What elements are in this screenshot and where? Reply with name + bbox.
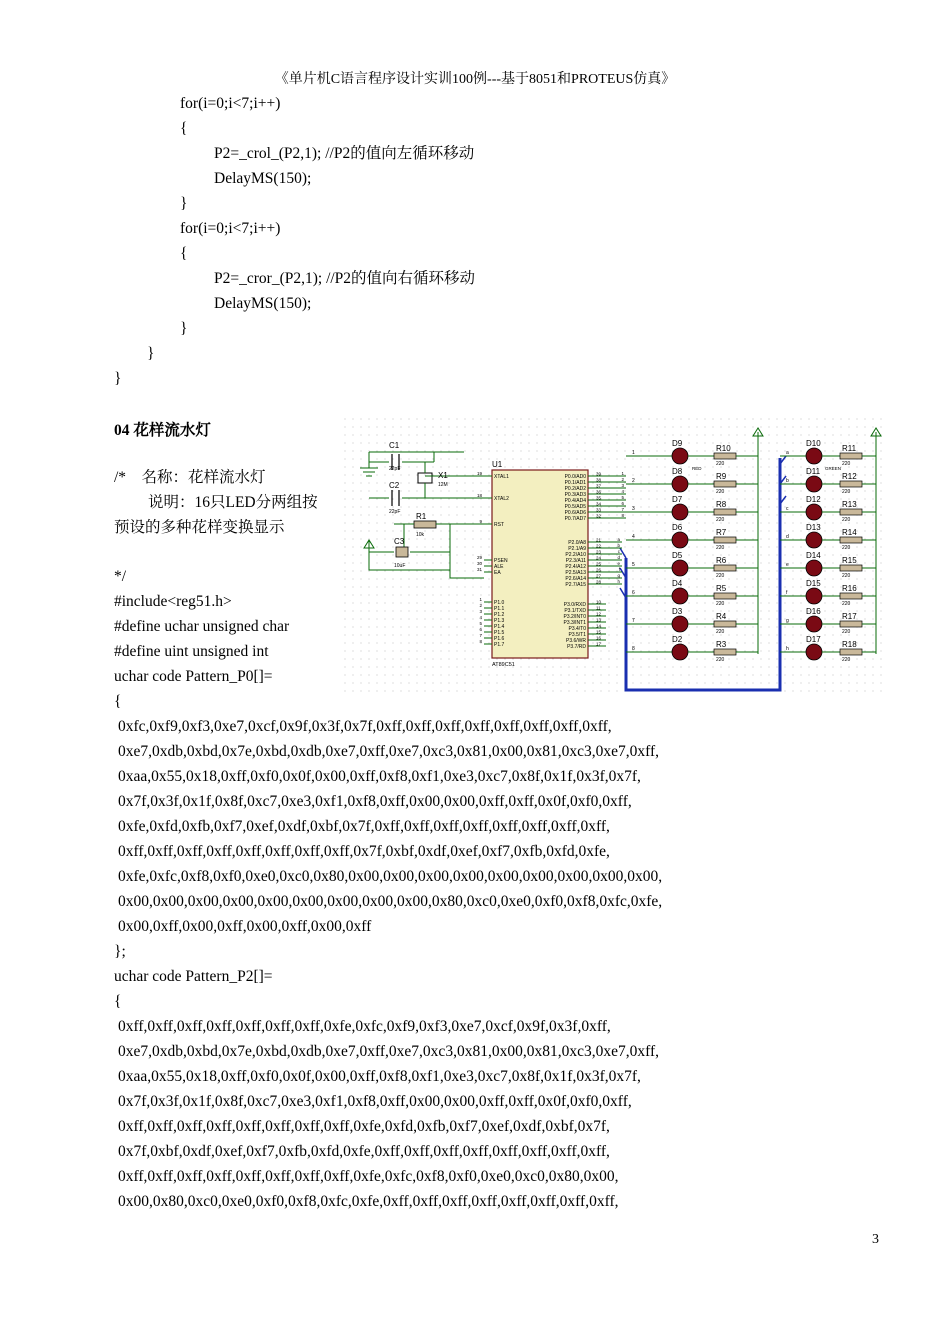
p2-pin-number: 26: [596, 567, 602, 573]
comment-name: /* 名称：花样流水灯: [114, 469, 266, 486]
p2-pin-number: 21: [596, 537, 602, 543]
p3-pin-name: P3.5/T1: [568, 632, 586, 638]
left-pin-number: 19: [476, 471, 482, 476]
p3-pin-number: 15: [596, 629, 602, 635]
green-led-label: D17: [806, 635, 821, 644]
bus-label: d: [617, 555, 620, 560]
red-res-value: 220: [716, 461, 725, 467]
array-row: 0x00,0xff,0x00,0xff,0x00,0xff,0x00,0xff: [118, 918, 372, 935]
p3-pin-name: P3.4/T0: [568, 626, 586, 632]
red-led-label: D3: [672, 607, 683, 616]
red-res-label: R9: [716, 472, 727, 481]
code-line: }: [147, 345, 155, 362]
green-net-label: d: [786, 534, 789, 540]
red-net-label: 7: [632, 618, 635, 624]
code-line: uchar code Pattern_P0[]=: [114, 668, 273, 685]
p3-pin-name: P3.1/TXD: [564, 608, 586, 614]
red-net-label: 5: [632, 562, 635, 568]
left-pin-number: 31: [476, 567, 482, 572]
p3-pin-name: P3.0/RXD: [563, 602, 586, 608]
p3-pin-number: 11: [596, 605, 601, 611]
green-led: [806, 448, 822, 464]
array-row: 0xaa,0x55,0x18,0xff,0xf0,0x0f,0x00,0xff,0xf8,0xf1,0xe3,0xc7,0x8f,0x1f,0x3f,0x7f,: [118, 1068, 641, 1085]
green-res-label: R17: [842, 612, 857, 621]
red-net-label: 2: [632, 478, 635, 484]
red-led: [672, 644, 688, 660]
code-line: }: [180, 195, 188, 212]
r1-label: R1: [416, 512, 427, 521]
red-net-label: 8: [632, 646, 635, 652]
red-resistor: [714, 649, 736, 655]
p3-pin-number: 10: [596, 599, 602, 605]
array-row: 0x00,0x80,0xc0,0xe0,0xf0,0xf8,0xfc,0xfe,0xff,0xff,0xff,0xff,0xff,0xff,0xff,0xff,: [118, 1193, 619, 1210]
page-header: 《单片机C语言程序设计实训100例---基于8051和PROTEUS仿真》: [274, 72, 676, 87]
code-line: {: [114, 693, 122, 710]
section-title: 04 花样流水灯: [114, 422, 211, 439]
x1-value: 12M: [438, 482, 448, 488]
red-res-label: R8: [716, 500, 727, 509]
left-pin-name: RST: [494, 522, 504, 528]
green-resistor: [840, 593, 862, 599]
green-res-label: R12: [842, 472, 857, 481]
red-res-value: 220: [716, 629, 725, 635]
red-res-value: 220: [716, 573, 725, 579]
p2-pin-number: 23: [596, 549, 602, 555]
p0-pin-name: P0.7/AD7: [564, 516, 586, 522]
red-led-label: D5: [672, 551, 683, 560]
p0-pin-name: P0.1/AD1: [564, 480, 586, 486]
array-row: 0xff,0xff,0xff,0xff,0xff,0xff,0xff,0xff,0x7f,0xbf,0xdf,0xef,0xf7,0xfb,0xfd,0xfe,: [118, 843, 610, 860]
c2-label: C2: [389, 481, 400, 490]
p2-pin-name: P2.3/A11: [565, 558, 586, 564]
p3-pin-number: 12: [596, 611, 602, 617]
red-led-label: D7: [672, 495, 683, 504]
green-net-label: e: [786, 562, 789, 568]
red-led: [672, 588, 688, 604]
green-led-label: D15: [806, 579, 821, 588]
green-res-label: R18: [842, 640, 857, 649]
red-resistor: [714, 537, 736, 543]
left-pin-number: 30: [476, 561, 482, 566]
red-led: [672, 476, 688, 492]
green-net-label: f: [786, 590, 788, 596]
p3-pin-number: 17: [596, 641, 602, 647]
p0-pin-number: 39: [596, 471, 602, 477]
green-res-value: 220: [842, 629, 851, 635]
green-led: [806, 504, 822, 520]
bus-label: 2: [621, 477, 624, 482]
array-close: };: [114, 943, 126, 960]
c2-value: 22pF: [389, 509, 401, 515]
red-led: [672, 560, 688, 576]
circuit-schematic: [344, 418, 884, 698]
green-resistor: [840, 481, 862, 487]
green-led: [806, 560, 822, 576]
left-pin-name: EA: [494, 570, 501, 576]
left-pin-name: ALE: [494, 564, 504, 570]
p2-pin-name: P2.5/A13: [565, 570, 586, 576]
p0-pin-name: P0.3/AD3: [564, 492, 586, 498]
code-line: uchar code Pattern_P2[]=: [114, 968, 273, 985]
red-resistor: [714, 593, 736, 599]
left-pin-name: P1.3: [494, 618, 505, 624]
array-row: 0xe7,0xdb,0xbd,0x7e,0xbd,0xdb,0xe7,0xff,0xe7,0xc3,0x81,0x00,0x81,0xc3,0xe7,0xff,: [118, 743, 659, 760]
bus-label: 8: [621, 513, 624, 518]
p2-pin-number: 27: [596, 573, 602, 579]
p3-pin-name: P3.7/RD: [567, 644, 586, 650]
red-net-label: 1: [632, 450, 635, 456]
red-res-value: 220: [716, 517, 725, 523]
p2-pin-number: 22: [596, 543, 602, 549]
left-pin-name: P1.6: [494, 636, 505, 642]
p0-pin-name: P0.5/AD5: [564, 504, 586, 510]
schematic-grid: [344, 418, 884, 698]
code-line: #define uint unsigned int: [114, 643, 269, 660]
p2-pin-name: P2.1/A9: [568, 546, 586, 552]
bus-label: c: [617, 549, 620, 554]
array-row: 0x00,0x00,0x00,0x00,0x00,0x00,0x00,0x00,0x00,0x80,0xc0,0xe0,0xf0,0xf8,0xfc,0xfe,: [118, 893, 663, 910]
bus-label: h: [617, 579, 620, 584]
left-pin-name: P1.5: [494, 630, 505, 636]
p0-pin-name: P0.6/AD6: [564, 510, 586, 516]
green-led: [806, 532, 822, 548]
p3-pin-number: 14: [596, 623, 602, 629]
red-net-label: 3: [632, 506, 635, 512]
p2-pin-name: P2.2/A10: [565, 552, 586, 558]
bus-label: 5: [621, 495, 624, 500]
green-res-label: R13: [842, 500, 857, 509]
c3-value: 10uF: [394, 563, 406, 569]
c1-label: C1: [389, 441, 400, 450]
left-pin-number: 9: [479, 519, 482, 524]
green-led: [806, 644, 822, 660]
bus-label: 7: [621, 507, 624, 512]
red-res-value: 220: [716, 545, 725, 551]
green-res-label: R16: [842, 584, 857, 593]
array-row: 0x7f,0xbf,0xdf,0xef,0xf7,0xfb,0xfd,0xfe,0xff,0xff,0xff,0xff,0xff,0xff,0xff,0xff,: [118, 1143, 610, 1160]
left-pin-number: 8: [479, 639, 482, 644]
left-pin-name: XTAL1: [494, 474, 509, 480]
green-led: [806, 588, 822, 604]
p0-pin-number: 34: [596, 501, 602, 507]
green-net-label: b: [786, 478, 789, 484]
left-pin-number: 7: [479, 633, 482, 638]
left-pin-name: P1.2: [494, 612, 505, 618]
array-row: 0xff,0xff,0xff,0xff,0xff,0xff,0xff,0xff,0xfe,0xfd,0xfb,0xf7,0xef,0xdf,0xbf,0x7f,: [118, 1118, 610, 1135]
code-line: for(i=0;i<7;i++): [180, 220, 281, 237]
left-pin-name: P1.7: [494, 642, 505, 648]
c1-value: 22pF: [389, 466, 401, 472]
bus-label: a: [617, 537, 620, 542]
green-resistor: [840, 649, 862, 655]
red-net-label: 6: [632, 590, 635, 596]
array-row: 0xe7,0xdb,0xbd,0x7e,0xbd,0xdb,0xe7,0xff,0xe7,0xc3,0x81,0x00,0x81,0xc3,0xe7,0xff,: [118, 1043, 659, 1060]
green-res-value: 220: [842, 545, 851, 551]
red-res-label: R4: [716, 612, 727, 621]
red-res-label: R10: [716, 444, 731, 453]
red-resistor: [714, 621, 736, 627]
red-led-label: D4: [672, 579, 683, 588]
green-resistor: [840, 537, 862, 543]
array-row: 0xfe,0xfd,0xfb,0xf7,0xef,0xdf,0xbf,0x7f,0xff,0xff,0xff,0xff,0xff,0xff,0xff,0xff,: [118, 818, 610, 835]
array-row: 0xaa,0x55,0x18,0xff,0xf0,0x0f,0x00,0xff,0xf8,0xf1,0xe3,0xc7,0x8f,0x1f,0x3f,0x7f,: [118, 768, 641, 785]
array-row: 0x7f,0x3f,0x1f,0x8f,0xc7,0xe3,0xf1,0xf8,0xff,0x00,0x00,0xff,0xff,0x0f,0xf0,0xff,: [118, 1093, 632, 1110]
red-led: [672, 616, 688, 632]
red-led-label: D8: [672, 467, 683, 476]
bus-label: f: [618, 567, 620, 572]
green-group-label: GREEN: [825, 466, 842, 471]
p2-pin-name: P2.6/A14: [565, 576, 586, 582]
code-line: }: [114, 370, 122, 387]
c3-label: C3: [394, 537, 405, 546]
left-pin-name: PSEN: [494, 558, 508, 564]
array-row: 0x7f,0x3f,0x1f,0x8f,0xc7,0xe3,0xf1,0xf8,0xff,0x00,0x00,0xff,0xff,0x0f,0xf0,0xff,: [118, 793, 632, 810]
green-resistor: [840, 565, 862, 571]
r1-value: 10k: [416, 532, 425, 538]
red-resistor: [714, 509, 736, 515]
code-line: #include<reg51.h>: [114, 593, 232, 610]
code-line: }: [180, 320, 188, 337]
code-line: {: [114, 993, 122, 1010]
code-line: {: [180, 245, 188, 262]
left-pin-number: 6: [479, 627, 482, 632]
red-res-value: 220: [716, 657, 725, 663]
p2-pin-number: 25: [596, 561, 602, 567]
left-pin-number: 29: [476, 555, 482, 560]
green-res-label: R15: [842, 556, 857, 565]
red-led: [672, 532, 688, 548]
red-resistor: [714, 565, 736, 571]
x1-label: X1: [438, 471, 448, 480]
left-pin-number: 3: [479, 609, 482, 614]
bus-label: 4: [621, 489, 624, 494]
green-resistor: [840, 509, 862, 515]
bus-label: b: [617, 543, 620, 548]
comment-close: */: [114, 568, 127, 585]
red-led-label: D2: [672, 635, 683, 644]
green-resistor: [840, 621, 862, 627]
p0-pin-number: 37: [596, 483, 602, 489]
p2-pin-number: 28: [596, 579, 602, 585]
p0-pin-number: 32: [596, 513, 602, 519]
green-led-label: D16: [806, 607, 821, 616]
green-net-label: g: [786, 618, 789, 624]
array-row: 0xff,0xff,0xff,0xff,0xff,0xff,0xff,0xff,0xfe,0xfc,0xf8,0xf0,0xe0,0xc0,0x80,0x00,: [118, 1168, 619, 1185]
red-res-value: 220: [716, 489, 725, 495]
green-led-label: D14: [806, 551, 821, 560]
code-line: #define uchar unsigned char: [114, 618, 290, 635]
p0-pin-number: 35: [596, 495, 602, 501]
p3-pin-name: P3.3/INT1: [563, 620, 586, 626]
bus-label: 1: [621, 471, 624, 476]
code-line: P2=_cror_(P2,1); //P2的值向右循环移动: [214, 270, 476, 287]
green-res-value: 220: [842, 657, 851, 663]
p0-pin-number: 36: [596, 489, 602, 495]
green-led: [806, 476, 822, 492]
red-res-label: R7: [716, 528, 727, 537]
green-res-value: 220: [842, 461, 851, 467]
code-line: DelayMS(150);: [214, 295, 312, 312]
array-row: 0xff,0xff,0xff,0xff,0xff,0xff,0xff,0xfe,0xfc,0xf9,0xf3,0xe7,0xcf,0x9f,0x3f,0xff,: [118, 1018, 611, 1035]
array-row: 0xfe,0xfc,0xf8,0xf0,0xe0,0xc0,0x80,0x00,0x00,0x00,0x00,0x00,0x00,0x00,0x00,0x00,: [118, 868, 663, 885]
code-line: for(i=0;i<7;i++): [180, 95, 281, 112]
p0-pin-name: P0.0/AD0: [564, 474, 586, 480]
code-line: {: [180, 120, 188, 137]
left-pin-name: P1.4: [494, 624, 505, 630]
green-res-label: R11: [842, 444, 857, 453]
red-led: [672, 448, 688, 464]
red-resistor: [714, 481, 736, 487]
red-res-label: R5: [716, 584, 727, 593]
green-res-value: 220: [842, 601, 851, 607]
red-resistor: [714, 453, 736, 459]
bus-label: 3: [621, 483, 624, 488]
p2-pin-name: P2.4/A12: [565, 564, 586, 570]
red-led-label: D9: [672, 439, 683, 448]
left-pin-number: 2: [479, 603, 482, 608]
green-led-label: D13: [806, 523, 821, 532]
r1-body: [414, 521, 436, 528]
p3-pin-name: P3.6/WR: [565, 638, 586, 644]
p3-pin-name: P3.2/INT0: [563, 614, 586, 620]
p2-pin-number: 24: [596, 555, 602, 561]
left-pin-number: 18: [476, 493, 482, 498]
code-line: P2=_crol_(P2,1); //P2的值向左循环移动: [214, 145, 475, 162]
red-group-label: RED: [692, 466, 702, 471]
c3-body: [396, 547, 408, 557]
red-led: [672, 504, 688, 520]
green-res-label: R14: [842, 528, 857, 537]
p0-pin-name: P0.4/AD4: [564, 498, 586, 504]
left-pin-name: P1.1: [494, 606, 505, 612]
green-res-value: 220: [842, 573, 851, 579]
bus-label: g: [617, 573, 620, 578]
page-number: 3: [872, 1232, 879, 1247]
left-pin-number: 4: [479, 615, 482, 620]
red-res-value: 220: [716, 601, 725, 607]
comment-description: 说明：16只LED分两组按预设的多种花样变换显示: [114, 494, 318, 536]
chip-label: U1: [492, 460, 503, 469]
green-led-label: D11: [806, 467, 821, 476]
bus-label: e: [617, 561, 620, 566]
green-res-value: 220: [842, 489, 851, 495]
green-led-label: D10: [806, 439, 821, 448]
green-led: [806, 616, 822, 632]
p2-pin-name: P2.7/A15: [565, 582, 586, 588]
red-res-label: R3: [716, 640, 727, 649]
left-pin-name: XTAL2: [494, 496, 509, 502]
green-net-label: a: [786, 450, 789, 456]
p3-pin-number: 16: [596, 635, 602, 641]
left-pin-number: 1: [479, 597, 482, 602]
array-row: 0xfc,0xf9,0xf3,0xe7,0xcf,0x9f,0x3f,0x7f,0xff,0xff,0xff,0xff,0xff,0xff,0xff,0xff,: [118, 718, 612, 735]
p2-pin-name: P2.0/A8: [568, 540, 586, 546]
left-pin-number: 5: [479, 621, 482, 626]
green-net-label: h: [786, 646, 789, 652]
green-res-value: 220: [842, 517, 851, 523]
p0-pin-number: 33: [596, 507, 602, 513]
red-led-label: D6: [672, 523, 683, 532]
green-net-label: c: [786, 506, 789, 512]
chip-part: AT89C51: [492, 662, 515, 668]
red-net-label: 4: [632, 534, 635, 540]
green-resistor: [840, 453, 862, 459]
left-pin-name: P1.0: [494, 600, 505, 606]
code-line: DelayMS(150);: [214, 170, 312, 187]
p0-pin-name: P0.2/AD2: [564, 486, 586, 492]
bus-label: 6: [621, 501, 624, 506]
green-led-label: D12: [806, 495, 821, 504]
p3-pin-number: 13: [596, 617, 602, 623]
p0-pin-number: 38: [596, 477, 602, 483]
red-res-label: R6: [716, 556, 727, 565]
